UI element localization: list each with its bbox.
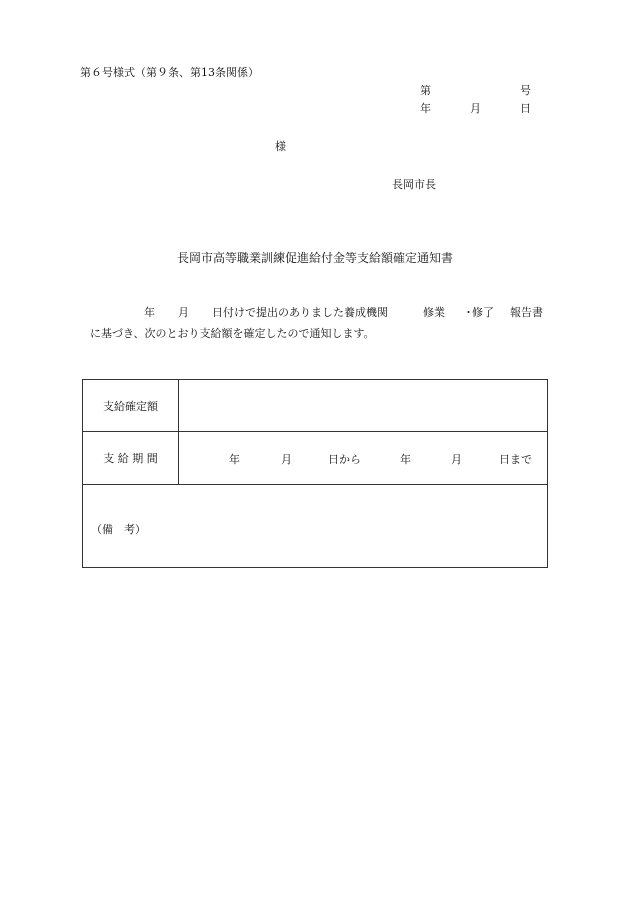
date-month: 月 [470,102,481,115]
details-table [82,379,548,568]
option-separator: ・ [463,306,474,319]
doc-number-suffix: 号 [520,84,531,97]
period-from-month: 月 [281,453,292,466]
table-row-period [83,432,548,485]
period-to-month: 月 [451,453,462,466]
date-year: 年 [420,102,431,115]
doc-number-prefix: 第 [420,84,431,97]
period-from-year: 年 [229,453,240,466]
document-title: 長岡市高等職業訓練促進給付金等支給額確定通知書 [176,251,453,265]
period-to-day: 日まで [499,453,532,466]
body-year: 年 [144,306,155,319]
period-value [179,432,548,485]
amount-label: 支給確定額 [83,380,179,432]
period-to-year: 年 [400,453,411,466]
amount-value [179,380,548,432]
table-row-amount [83,380,548,432]
option-shuryo: 修了 [472,306,494,319]
remarks-label: （備 考） [83,485,548,568]
sender-name: 長岡市長 [392,178,436,191]
body-month: 月 [178,306,189,319]
option-shugyo: 修業 [423,306,445,319]
period-label: 支 給 期 間 [83,432,179,485]
table-row-remarks [83,485,548,568]
addressee-honorific: 様 [275,140,286,153]
body-report: 報告書 [510,306,543,319]
form-number: 第６号様式（第９条、第13条関係） [80,66,259,79]
body-line-2: に基づき、次のとおり支給額を確定したので通知します。 [90,327,375,340]
date-day: 日 [520,102,531,115]
body-text: 日付けで提出のありました養成機関 [212,306,388,319]
period-from-day: 日から [328,453,361,466]
